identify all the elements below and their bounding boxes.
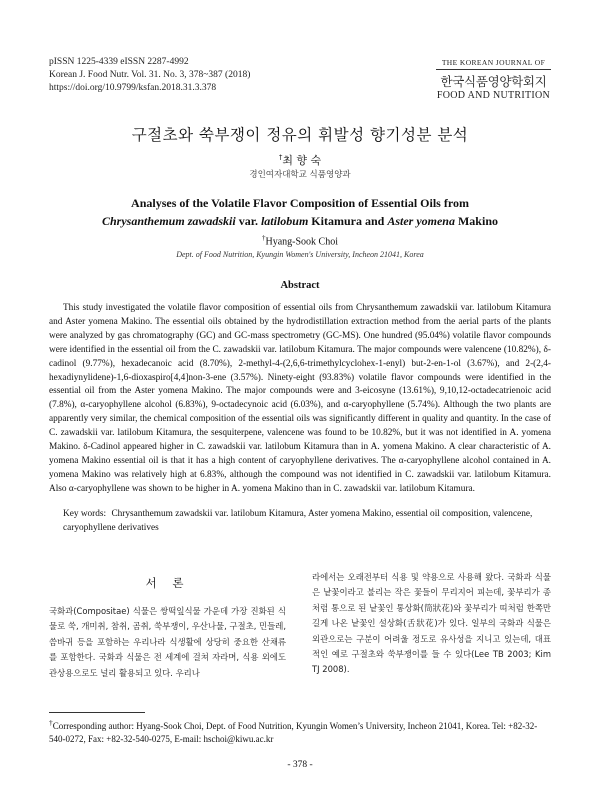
korean-author-name: 최 향 숙 bbox=[282, 154, 322, 167]
body-column-left: 국화과(Compositae) 식물은 쌍떡잎식물 가운데 가장 진화된 식물로 쑥, 개미취, 참취, 곰취, 쑥부쟁이, 우산나물, 구절초, 민들레, 씀바귀 등을 포함하는 우리나라 식생활에 상당히 중요한 산채류를 포함한다. 국화과 식물은 전 세계에 걸쳐 자라며, 식용 외에도 관상용으로도 널리 활용되고 있다. 우리나 bbox=[49, 606, 286, 678]
title-connector: Kitamura and bbox=[308, 214, 388, 228]
corresponding-mark-en: † bbox=[262, 234, 266, 242]
title-end: Makino bbox=[454, 214, 498, 228]
footnote-text: Corresponding author: Hyang-Sook Choi, Dept. of Food Nutrition, Kyungin Women’s University, Incheon 21041, Korea. Tel: +82-32-540-0272, Fax: +82-32-540-0275, E-mail: hschoi@kiwu.ac.kr bbox=[49, 721, 538, 744]
corresponding-mark: † bbox=[278, 153, 283, 162]
journal-logo bbox=[436, 58, 551, 101]
abstract-heading: Abstract bbox=[280, 280, 320, 291]
english-title-line2 bbox=[0, 212, 600, 230]
english-title-line1: Analyses of the Volatile Flavor Composition of Essential Oils from bbox=[131, 196, 469, 210]
doi-link[interactable]: https://doi.org/10.9799/ksfan.2018.31.3.378 bbox=[49, 83, 217, 93]
corresponding-author-footnote bbox=[49, 716, 551, 746]
english-author-name: Hyang-Sook Choi bbox=[265, 236, 338, 248]
journal-logo-line1: THE KOREAN JOURNAL OF bbox=[436, 58, 551, 70]
keywords bbox=[63, 508, 551, 536]
section-heading-introduction: 서 론 bbox=[145, 576, 190, 590]
english-author bbox=[0, 234, 600, 247]
journal-logo-line3: FOOD AND NUTRITION bbox=[436, 90, 551, 101]
footnote-mark: † bbox=[49, 718, 53, 727]
species-name-2: Aster yomena bbox=[387, 214, 455, 228]
journal-logo-korean: 한국식품영양학회지 bbox=[440, 74, 547, 89]
page-number: - 378 - bbox=[287, 760, 313, 770]
article-header bbox=[49, 56, 250, 95]
footnote-divider bbox=[49, 712, 145, 713]
korean-title: 구절초와 쑥부쟁이 정유의 휘발성 향기성분 분석 bbox=[131, 126, 469, 144]
korean-affiliation: 경인여자대학교 식품영양과 bbox=[249, 170, 351, 180]
abstract-body: This study investigated the volatile flavor composition of essential oils from Chrysanthemum zawadskii var. latilobum Kitamura and Aster yomena Makino. The essential oils obtained by the hydrodistillation extraction method from the aerial parts of the plants were analyzed by gas chromatography (GC) and GC-mass spectrometry (GC-MS). One hundred (95.04%) volatile flavor compounds were identified in the essential oil from the C. zawadskii var. latilobum Kitamura. The major compounds were valencene (10.82%), δ-cadinol (9.77%), hexadecanoic acid (8.70%), 2-methyl-4-(2,6,6-trimethylcyclohex-1-enyl) but-2-en-1-ol (3.67%), and 2-(2,4-hexadiynylidene)-1,6-dioxaspiro[4,4]non-3-ene (3.57%). Ninety-eight (93.83%) volatile flavor compounds were identified in the essential oil from the Aster yomena Makino. The major compounds were and 3-eicosyne (13.61%), 9,10,12-octadecatrienoic acid (7.8%), α-caryophyllene alcohol (6.83%), 9-octadecynoic acid (6.03%), and α-caryophyllene (5.74%). Although the two plants are apparently very similar, the chemical composition of the essential oils was significantly different in quality and quantity. In the case of C. zawadskii var. latilobum Kitamura, the sesquiterpene, valencene was found to be 10.82%, but it was not identified in A. yomena Makino. δ-Cadinol appeared higher in C. zawadskii var. latilobum Kitamura than in A. yomena Makino. A clear characteristic of A. yomena Makino essential oil is that it has a high content of caryophyllene derivatives. The α-caryophyllene alcohol contained in A. yomena Makino was relatively high at 6.83%, although the compound was not identified in C. zawadskii var. latilobum Kitamura. Also α-caryophyllene was shown to be higher in A. yomena Makino than in C. zawadskii var. latilobum Kitamura. bbox=[49, 303, 551, 494]
issn-line: pISSN 1225-4339 eISSN 2287-4992 bbox=[49, 57, 189, 67]
variety-name: latilobum bbox=[260, 214, 309, 228]
english-title bbox=[0, 194, 600, 230]
keywords-label: Key words: bbox=[63, 509, 107, 519]
korean-author bbox=[0, 152, 600, 168]
citation-line: Korean J. Food Nutr. Vol. 31. No. 3, 378~387 (2018) bbox=[49, 70, 251, 80]
keywords-list: Chrysanthemum zawadskii var. latilobum Kitamura, Aster yomena Makino, essential oil composition, valencene, caryophyllene derivatives bbox=[63, 509, 533, 533]
species-name: Chrysanthemum zawadskii bbox=[102, 214, 236, 228]
body-column-right: 라에서는 오래전부터 식용 및 약용으로 사용해 왔다. 국화과 식물은 낱꽃이라고 불리는 작은 꽃들이 무리지어 피는데, 꽃부리가 종처럼 통으로 된 낱꽃인 통상화(筒狀花)와 꽃부리가 띠처럼 한쪽만 길게 나온 낱꽃인 설상화(舌狀花)가 있다. 일부의 국화과 식물은 외관으로는 구분이 어려울 정도로 유사성을 지니고 있는데, 대표적인 예로 구절초와 쑥부쟁이를 들 수 있다(Lee TB 2003; Kim TJ 2008). bbox=[312, 572, 551, 675]
english-affiliation: Dept. of Food Nutrition, Kyungin Women's University, Incheon 21041, Korea bbox=[176, 250, 424, 259]
var-text: var. bbox=[235, 214, 261, 228]
